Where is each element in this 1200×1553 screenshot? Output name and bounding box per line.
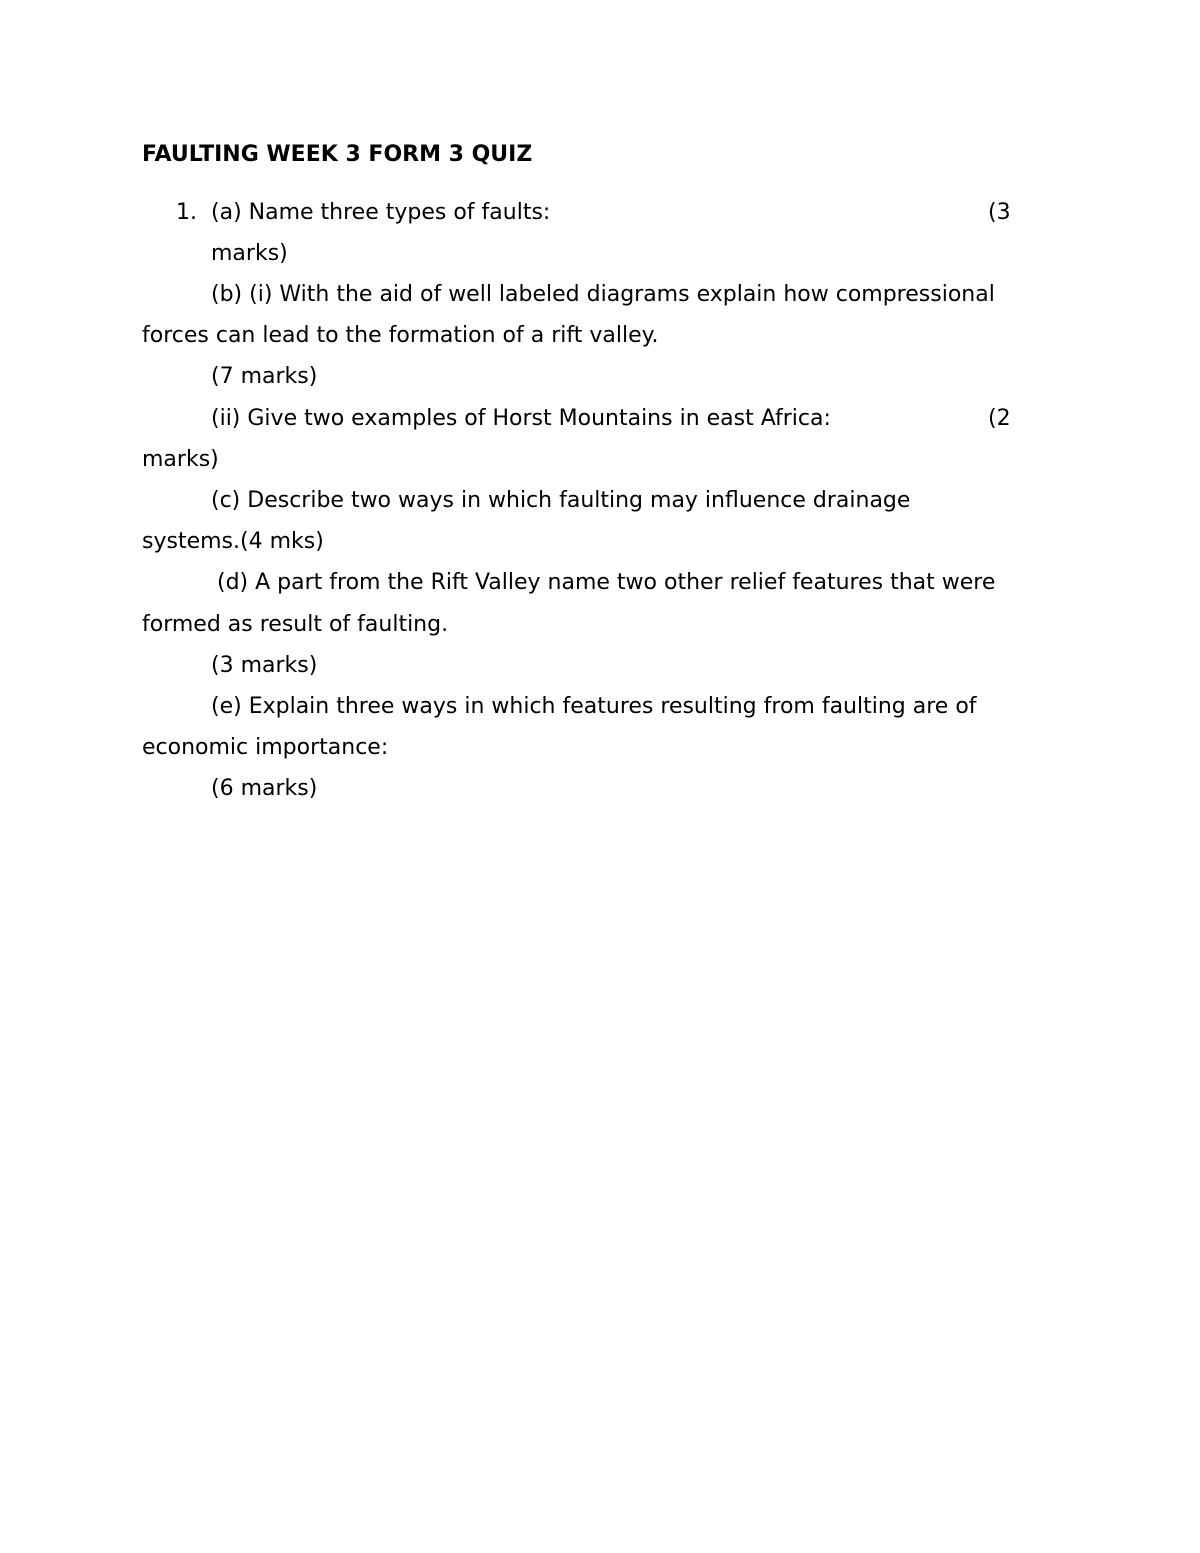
question-b-ii-marks-open: (2 [988, 406, 1011, 431]
question-d-line2: formed as result of faulting. [142, 612, 449, 637]
question-a-marks-close: marks) [211, 241, 288, 266]
question-c-line1: (c) Describe two ways in which faulting may influence drainage [211, 488, 911, 513]
question-e-marks: (6 marks) [211, 776, 318, 801]
question-b-i-line1: (b) (i) With the aid of well labeled diagrams explain how compressional [211, 282, 995, 307]
question-a-marks-open: (3 [988, 200, 1011, 225]
quiz-title: FAULTING WEEK 3 FORM 3 QUIZ [142, 142, 533, 167]
question-b-ii-marks-close: marks) [142, 447, 219, 472]
question-b-i-marks: (7 marks) [211, 364, 318, 389]
question-number: 1. [176, 200, 197, 225]
question-e-line2: economic importance: [142, 735, 389, 760]
question-a-text: (a) Name three types of faults: [211, 200, 551, 225]
question-e-line1: (e) Explain three ways in which features resulting from faulting are of [211, 694, 977, 719]
question-d-line1: (d) A part from the Rift Valley name two other relief features that were [217, 570, 996, 595]
question-b-i-line2: forces can lead to the formation of a rift valley. [142, 323, 659, 348]
question-b-ii-text: (ii) Give two examples of Horst Mountains in east Africa: [211, 406, 831, 431]
question-c-line2: systems.(4 mks) [142, 529, 324, 554]
question-d-marks: (3 marks) [211, 653, 318, 678]
